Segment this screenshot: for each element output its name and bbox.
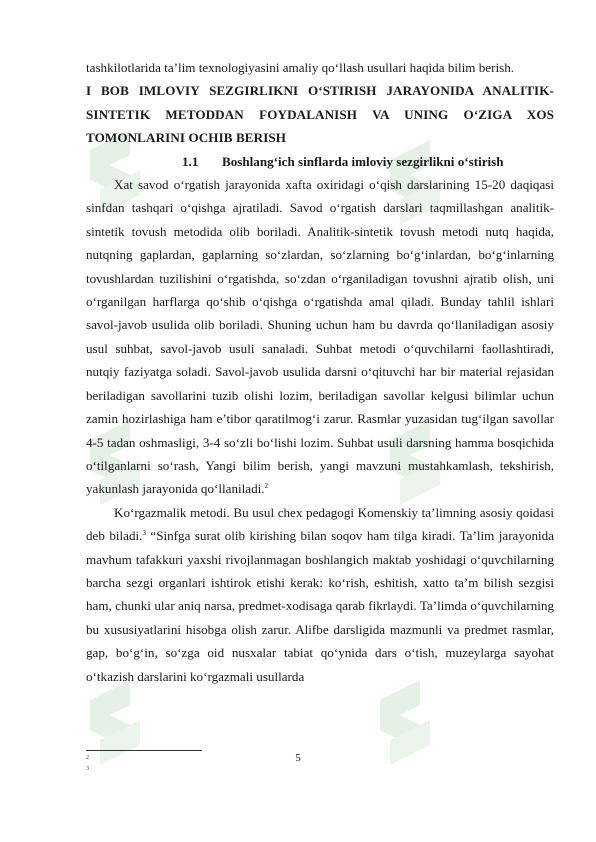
footnote-marker: 2 xyxy=(86,755,89,761)
watermark-logo-icon xyxy=(370,680,460,800)
footnote-separator xyxy=(86,750,202,751)
paragraph xyxy=(86,501,554,688)
paragraph-text: “Sinfga surat olib kirishing bilan soqov ham tilga kiradi. Ta’lim jarayonida mavhum tafakkuri yaxshi rivojlanmagan boshlangich maktab yoshidagi o‘quvchilarning barcha sezgi organlari ishtirok etishi kerak: ko‘rish, eshitish, xatto ta’m bilish sezgisi ham, chunki ular aniq narsa, predmet-xodisaga qarab fikrlaydi. Ta’limda o‘quvchilarning bu xususiyatlarini hisobga olish zarur. Alifbe darsligida mazmunli va predmet rasmlar, gap, bo‘g‘in, so‘zga oid nusxalar tabiat qo‘ynida dars o‘tish, muzeylarga sayohat o‘tkazish darslarini ko‘rgazmali usullarda xyxy=(86,528,555,684)
page-number: 5 xyxy=(295,752,301,764)
footnote-reference[interactable]: 2 xyxy=(264,482,269,491)
section-title: Boshlang‘ich sinflarda imloviy sezgirlikni o‘stirish xyxy=(222,153,504,169)
paragraph-text: Ko‘rgazmalik metodi. Bu usul chex pedagogi Komenskiy ta’limning asosiy qoidasi deb biladi. xyxy=(86,504,554,544)
watermark-logo-icon xyxy=(80,680,170,800)
section-number: 1.1 xyxy=(182,153,199,169)
paragraph-text: Xat savod o‘rgatish jarayonida xafta oxiridagi o‘qish darslarining 15-20 daqiqasi sinfdan tashqari o‘qishga ajratiladi. Savod o‘rgatish darslari taqmillashgan analitik-sintetik tovush metodida olib boriladi. Analitik-sintetik tovush metodi nutq haqida, nutqning gaplardan, gaplarning so‘zlardan, so‘zlarning bo‘g‘inlardan, bo‘g‘inlarning tovushlardan tuzilishini o‘rgatishda, so‘zdan o‘rganiladigan tovushni ajratib olish, uni o‘rganilgan harflarga qo‘shib o‘qishga o‘rgatishda amal qiladi. Bunday tahlil ishlari savol-javob usulida olib boriladi. Shuning uchun ham bu davrda qo‘llaniladigan asosiy usul suhbat, savol-javob usuli sanaladi. Suhbat metodi o‘quvchilarni faollashtiradi, nutqiy faziyatga soladi. Savol-javob usulida darsni o‘qituvchi har bir material rejasidan beriladigan savollarini tuzib olishi lozim, beriladigan savollar kelgusi bilimlar uchun zamin hozirlashiga ham e’tibor qaratilmog‘i zarur. Rasmlar yuzasidan tug‘ilgan savollar 4-5 tadan oshmasligi, 3-4 so‘zli bo‘lishi lozim. Suhbat usuli darsning hamma bosqichida o‘tilganlarni so‘rash, Yangi bilim berish, yangi mavzuni mustahkamlash, tekshirish, yakunlash jarayonida qo‘llaniladi. xyxy=(86,177,554,497)
footnote-reference[interactable]: 3 xyxy=(142,529,146,538)
intro-line: tashkilotlarida ta’lim texnologiyasini amaliy qo‘llash usullari haqida bilim berish. xyxy=(86,60,515,75)
footnote-marker: 3 xyxy=(86,766,89,772)
chapter-heading: I BOB IMLOVIY SEZGIRLIKNI O‘STIRISH JARAYONIDA ANALITIK-SINTETIK METODDAN FOYDALANISH VA UNING O‘ZIGA XOS TOMONLARINI OCHIB BERISH xyxy=(86,83,554,146)
section-heading xyxy=(86,150,554,173)
document-body xyxy=(86,56,554,688)
paragraph xyxy=(86,173,554,501)
